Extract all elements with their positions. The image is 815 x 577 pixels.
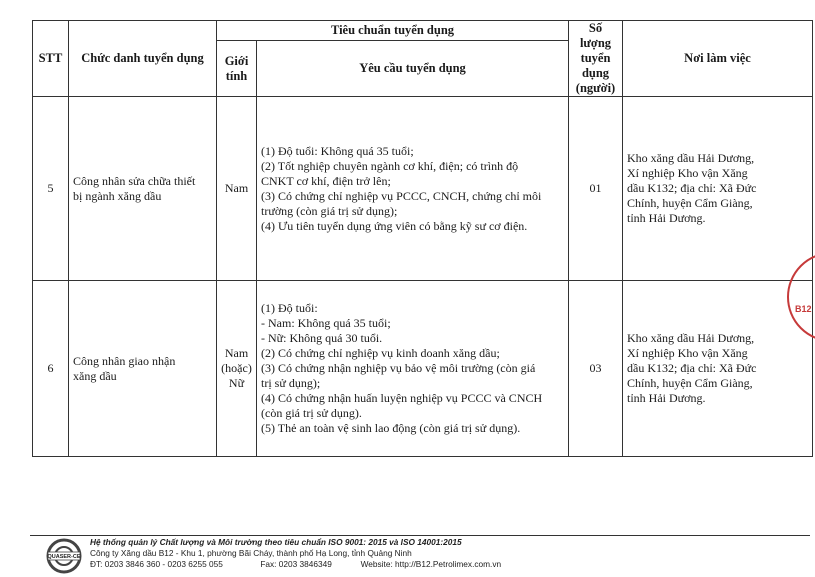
header-quantity [569, 21, 623, 97]
footer-phone: ĐT: 0203 3846 360 - 0203 6255 055 [90, 559, 223, 569]
footer-divider [30, 535, 810, 536]
row-requirements [257, 97, 569, 281]
header-criteria: Tiêu chuẩn tuyển dụng [217, 21, 569, 41]
table-row [33, 281, 813, 457]
row-gender-line: Nam [224, 346, 249, 360]
workplace-line: tỉnh Hải Dương. [627, 391, 706, 405]
requirement-line: (4) Ưu tiên tuyển dụng ứng viên có bằng kỹ sư cơ điện. [261, 218, 528, 233]
row-title [69, 97, 217, 281]
row-gender [217, 281, 257, 457]
row-title-line: xăng dầu [73, 368, 117, 383]
footer-fax: Fax: 0203 3846349 [260, 559, 332, 569]
document-footer [90, 537, 501, 570]
footer-address: Công ty Xăng dầu B12 - Khu 1, phường Bãi Cháy, thành phố Hạ Long, tỉnh Quảng Ninh [90, 548, 412, 558]
header-workplace: Nơi làm việc [623, 21, 813, 97]
workplace-line: Chính, huyện Cẩm Giàng, [627, 376, 753, 390]
requirement-line: (còn giá trị sử dụng). [261, 406, 362, 420]
row-title-line: Công nhân sửa chữa thiết [73, 173, 196, 188]
requirement-line: trường (còn giá trị sử dụng); [261, 203, 398, 218]
header-quantity-line: lượng [579, 36, 612, 50]
row-workplace [623, 97, 813, 281]
header-gender: Giới tính [217, 41, 257, 97]
requirement-line: trị sử dụng); [261, 376, 321, 390]
row-requirements [257, 281, 569, 457]
workplace-line: tỉnh Hải Dương. [627, 211, 706, 225]
requirement-line: - Nữ: Không quá 30 tuổi. [261, 331, 383, 345]
row-gender-line: Nam [224, 181, 249, 195]
requirement-line: (3) Có chứng nhận nghiệp vụ bảo vệ môi trường (còn giá [261, 361, 536, 375]
requirement-line: (5) Thẻ an toàn vệ sinh lao động (còn giá trị sử dụng). [261, 421, 521, 435]
requirement-line: - Nam: Không quá 35 tuổi; [261, 316, 391, 330]
requirement-line: (4) Có chứng nhận huấn luyện nghiệp vụ PCCC và CNCH [261, 391, 543, 405]
workplace-line: Kho xăng dầu Hải Dương, [627, 151, 755, 165]
header-stt: STT [33, 21, 69, 97]
workplace-line: Xí nghiệp Kho vận Xăng [627, 346, 748, 360]
row-quantity: 03 [569, 281, 623, 457]
footer-contacts [90, 559, 501, 570]
footer-website: Website: http://B12.Petrolimex.com.vn [360, 559, 502, 569]
quality-cert-logo-icon [46, 538, 82, 574]
header-quantity-line: tuyển [580, 51, 611, 65]
requirement-line: CNKT cơ khí, điện trở lên; [261, 173, 391, 188]
footer-iso-line: Hệ thống quản lý Chất lượng và Môi trường theo tiêu chuẩn ISO 9001: 2015 và ISO 14001:2015 [90, 537, 462, 547]
svg-text:QUASER-CE: QUASER-CE [47, 554, 81, 560]
row-workplace [623, 281, 813, 457]
row-stt: 5 [33, 97, 69, 281]
requirement-line: (2) Tốt nghiệp chuyên ngành cơ khí, điện; có trình độ [261, 158, 519, 173]
row-gender-line: Nữ [228, 376, 245, 390]
workplace-line: Chính, huyện Cẩm Giàng, [627, 196, 753, 210]
stamp-ring [787, 252, 815, 342]
requirement-line: (1) Độ tuổi: Không quá 35 tuổi; [261, 143, 414, 158]
workplace-line: Xí nghiệp Kho vận Xăng [627, 166, 748, 180]
workplace-line: dầu K132; địa chỉ: Xã Đức [627, 181, 757, 195]
requirement-line: (2) Có chứng chỉ nghiệp vụ kinh doanh xăng dầu; [261, 346, 500, 360]
header-quantity-line: Số [588, 21, 603, 35]
header-quantity-line: dụng [581, 66, 610, 80]
workplace-line: dầu K132; địa chỉ: Xã Đức [627, 361, 757, 375]
row-stt: 6 [33, 281, 69, 457]
stamp-text: B12 [795, 304, 812, 314]
company-stamp [787, 252, 815, 342]
requirement-line: (1) Độ tuổi: [261, 301, 318, 315]
row-gender-line: (hoặc) [221, 361, 252, 375]
row-title-line: Công nhân giao nhận [73, 353, 176, 368]
table-row [33, 97, 813, 281]
header-quantity-line: (người) [575, 81, 616, 95]
header-requirements: Yêu cầu tuyển dụng [257, 41, 569, 97]
row-gender [217, 97, 257, 281]
row-title-line: bị ngành xăng dầu [73, 188, 162, 203]
row-quantity: 01 [569, 97, 623, 281]
header-position: Chức danh tuyển dụng [69, 21, 217, 97]
row-title [69, 281, 217, 457]
recruitment-table [32, 20, 813, 457]
requirement-line: (3) Có chứng chỉ nghiệp vụ PCCC, CNCH, chứng chỉ môi [261, 188, 542, 203]
workplace-line: Kho xăng dầu Hải Dương, [627, 331, 755, 345]
